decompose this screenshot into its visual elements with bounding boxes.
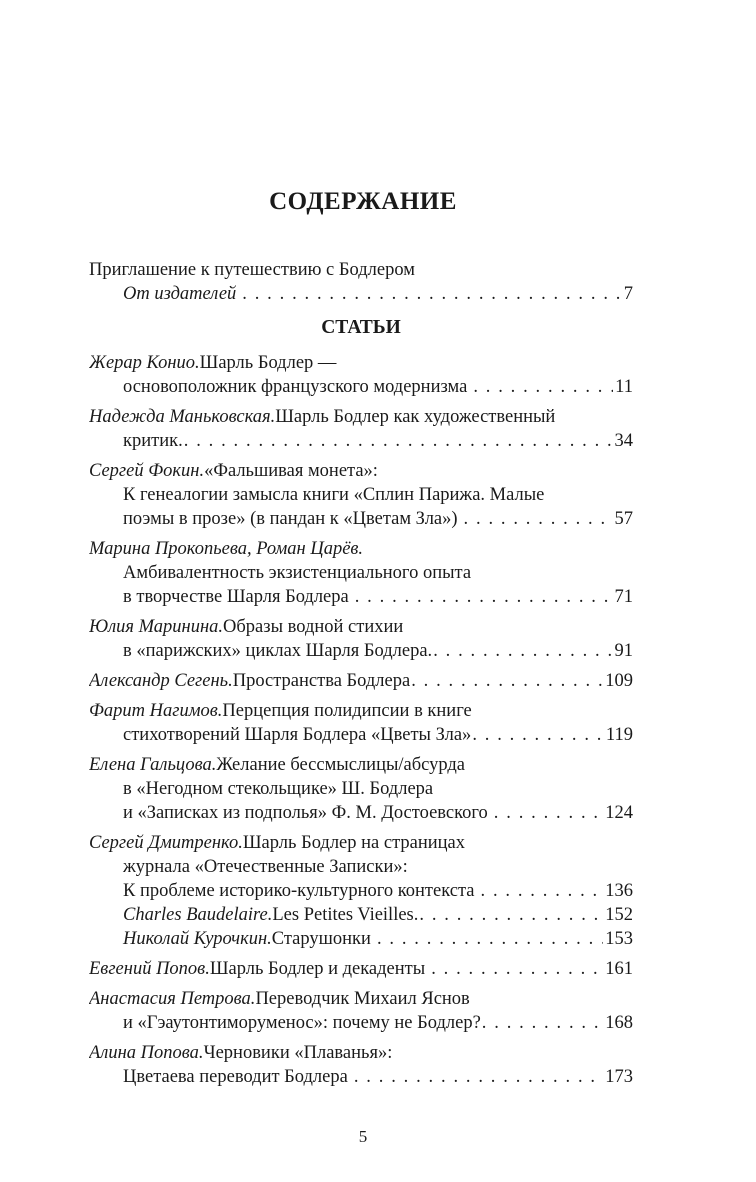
entry-author: Юлия Маринина. [89, 617, 224, 637]
dot-leader [431, 957, 603, 981]
entry-title: Переводчик Михаил Яснов [255, 989, 470, 1009]
dot-leader [494, 801, 603, 825]
page-ref: 161 [605, 959, 633, 979]
entry-author: Александр Сегень. [89, 671, 233, 691]
toc-entry [89, 987, 633, 1035]
toc-entry [89, 537, 633, 609]
dot-leader [411, 669, 603, 693]
page-number: 5 [358, 1127, 368, 1146]
entry-author: Анастасия Петрова. [89, 989, 256, 1009]
page-ref: 136 [605, 881, 633, 901]
entry-title: поэмы в прозе» (в пандан к «Цветам Зла») [123, 509, 458, 529]
entry-title: Шарль Бодлер на страницах [242, 833, 466, 853]
entry-title: в «Негодном стекольщике» Ш. Бодлера [123, 779, 434, 799]
dot-leader [482, 1011, 603, 1035]
toc-entry [89, 957, 633, 981]
entry-title: и «Записках из подполья» Ф. М. Достоевского [123, 803, 488, 823]
entry-title: «Фальшивая монета»: [204, 461, 378, 481]
entry-title: Les Petites Vieilles. [272, 905, 419, 925]
dot-leader [433, 639, 612, 663]
entry-title: Старушонки [271, 929, 371, 949]
entry-title: журнала «Отечественные Записки»: [123, 857, 408, 877]
dot-leader [242, 282, 621, 306]
page-ref: 34 [614, 431, 633, 451]
page-ref: 119 [605, 725, 633, 745]
page-ref: 152 [605, 905, 633, 925]
dot-leader [419, 903, 603, 927]
entry-author: Алина Попова. [89, 1043, 204, 1063]
sub-entry [89, 927, 633, 951]
dot-leader [354, 1065, 603, 1089]
entry-title: Черновики «Плаванья»: [203, 1043, 393, 1063]
toc-entry [89, 1041, 633, 1089]
dot-leader [473, 375, 613, 399]
dot-leader [355, 585, 613, 609]
dot-leader [377, 927, 603, 951]
entry-title: К проблеме историко-культурного контекста [123, 881, 475, 901]
entry-author: Charles Baudelaire. [123, 905, 273, 925]
entry-title: в «парижских» циклах Шарля Бодлера. [123, 641, 433, 661]
page-title: СОДЕРЖАНИЕ [269, 188, 457, 215]
entry-title: Шарль Бодлер — [199, 353, 337, 373]
entry-title: основоположник французского модернизма [123, 377, 468, 397]
intro-author: От издателей [123, 284, 237, 304]
entry-author: Евгений Попов. [89, 959, 210, 979]
page-ref: 168 [605, 1013, 633, 1033]
dot-leader [464, 507, 613, 531]
toc-entry [89, 459, 633, 531]
entry-author: Надежда Маньковская. [89, 407, 276, 427]
page-ref: 7 [623, 284, 633, 304]
page-ref: 173 [605, 1067, 633, 1087]
intro-title: Приглашение к путешествию с Бодлером [89, 260, 415, 280]
entry-title: К генеалогии замысла книги «Сплин Парижа. Малые [123, 485, 545, 505]
entry-title: Пространства Бодлера [232, 671, 411, 691]
toc-entry-intro [89, 258, 633, 306]
page-ref: 124 [605, 803, 633, 823]
entry-author: Сергей Фокин. [89, 461, 205, 481]
page-ref: 57 [614, 509, 633, 529]
entry-title: критик. [123, 431, 183, 451]
page-ref: 109 [605, 671, 633, 691]
entry-author: Жерар Конио. [89, 353, 200, 373]
entry-title: Желание бессмыслицы/абсурда [216, 755, 466, 775]
sub-entry [89, 903, 633, 927]
toc-entry [89, 699, 633, 747]
entry-author: Николай Курочкин. [123, 929, 272, 949]
entry-title: Образы водной стихии [223, 617, 404, 637]
entry-title: Амбивалентность экзистенциального опыта [123, 563, 472, 583]
entry-author: Фарит Нагимов. [89, 701, 223, 721]
entry-author: Марина Прокопьева, Роман Царёв. [89, 539, 364, 559]
entry-title: Шарль Бодлер и декаденты [209, 959, 426, 979]
toc-entry [89, 831, 633, 951]
entry-title: и «Гэаутонтиморуменос»: почему не Бодлер? [123, 1013, 481, 1033]
page-ref: 153 [605, 929, 633, 949]
entry-title: в творчестве Шарля Бодлера [123, 587, 349, 607]
entry-title: Шарль Бодлер как художественный [275, 407, 556, 427]
entry-author: Елена Гальцова. [89, 755, 217, 775]
page-ref: 11 [615, 377, 633, 397]
dot-leader [481, 879, 604, 903]
page-ref: 91 [614, 641, 633, 661]
dot-leader [184, 429, 613, 453]
table-of-contents [89, 258, 633, 1089]
toc-entry [89, 753, 633, 825]
entry-title: Цветаева переводит Бодлера [123, 1067, 348, 1087]
section-heading: СТАТЬИ [321, 317, 401, 338]
entry-title: стихотворений Шарля Бодлера «Цветы Зла» [123, 725, 472, 745]
toc-entry [89, 669, 633, 693]
toc-entry [89, 351, 633, 399]
dot-leader [472, 723, 604, 747]
entry-author: Сергей Дмитренко. [89, 833, 243, 853]
toc-entry [89, 405, 633, 453]
entry-title: Перцепция полидипсии в книге [222, 701, 472, 721]
page-ref: 71 [614, 587, 633, 607]
toc-entry [89, 615, 633, 663]
